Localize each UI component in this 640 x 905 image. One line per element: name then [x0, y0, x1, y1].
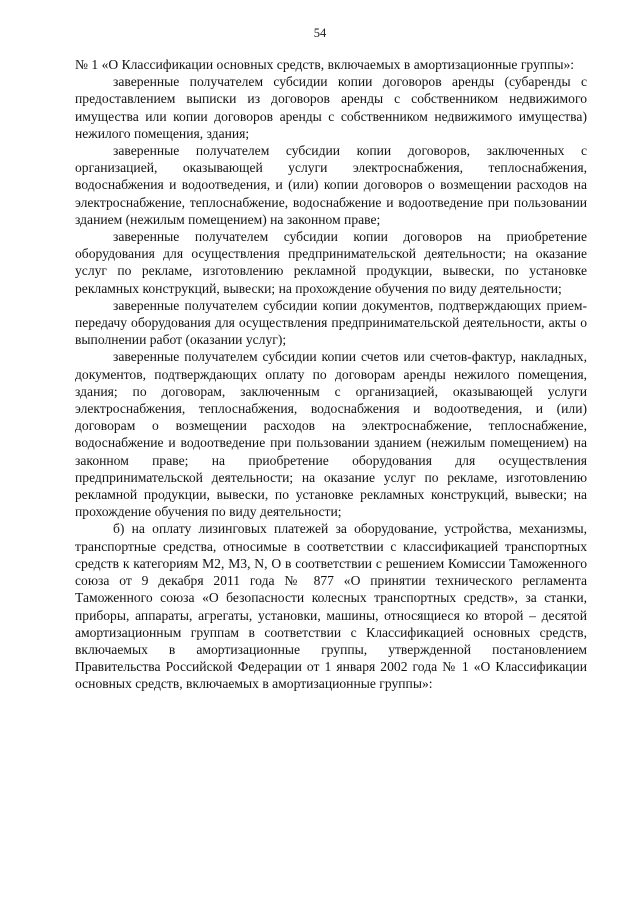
paragraph: заверенные получателем субсидии копии документов, подтверждающих прием-передачу оборудования для осуществления предпринимательской деятельности, акты о выполнении работ (оказании услуг);	[75, 297, 587, 348]
paragraph: б) на оплату лизинговых платежей за оборудование, устройства, механизмы, транспортные средства, относимые в соответствии с классификацией транспортных средств к категориям M2, M3, N, O в соответствии с решением Комиссии Таможенного союза от 9 декабря 2011 года № 877 «О принятии технического регламента Таможенного союза «О безопасности колесных транспортных средств», за станки, приборы, аппараты, агрегаты, установки, машины, относящиеся ко второй – десятой амортизационным группам в соответствии с Классификацией основных средств, включаемых в амортизационные группы, утвержденной постановлением Правительства Российской Федерации от 1 января 2002 года № 1 «О Классификации основных средств, включаемых в амортизационные группы»:	[75, 521, 587, 692]
paragraph: заверенные получателем субсидии копии договоров на приобретение оборудования для осуществления предпринимательской деятельности; на оказание услуг по рекламе, изготовлению рекламной продукции, вывески, по установке рекламных конструкций, вывески; на прохождение обучения по виду деятельности;	[75, 229, 587, 296]
document-body	[75, 56, 587, 693]
paragraph: заверенные получателем субсидии копии договоров аренды (субаренды с предоставлением выписки из договоров аренды с собственником недвижимого имущества или копии договоров аренды с собственником недвижимого имущества) нежилого помещения, здания;	[75, 74, 587, 141]
paragraph: заверенные получателем субсидии копии договоров, заключенных с организацией, оказывающей услуги электроснабжения, теплоснабжения, водоснабжения и водоотведения, и (или) копии договоров о возмещении расходов на электроснабжение, теплоснабжение, водоснабжение и водоотведение при пользовании зданием (нежилым помещением) на законном праве;	[75, 143, 587, 227]
page-number: 54	[313, 26, 327, 40]
paragraph: заверенные получателем субсидии копии счетов или счетов-фактур, накладных, документов, подтверждающих оплату по договорам аренды нежилого помещения, здания; по договорам, заключенным с организацией, оказывающей услуги электроснабжения, теплоснабжения, водоснабжения и водоотведения, и (или) договорам о возмещении расходов на электроснабжение, теплоснабжение, водоснабжение и водоотведение при пользовании зданием (нежилым помещением) на законном праве; на приобретение оборудования для осуществления предпринимательской деятельности; на оказание услуг по рекламе, изготовлению рекламной продукции, вывески, по установке рекламных конструкций, вывески; на прохождение обучения по виду деятельности;	[75, 349, 587, 520]
paragraph-continuation: № 1 «О Классификации основных средств, включаемых в амортизационные группы»:	[75, 57, 575, 72]
